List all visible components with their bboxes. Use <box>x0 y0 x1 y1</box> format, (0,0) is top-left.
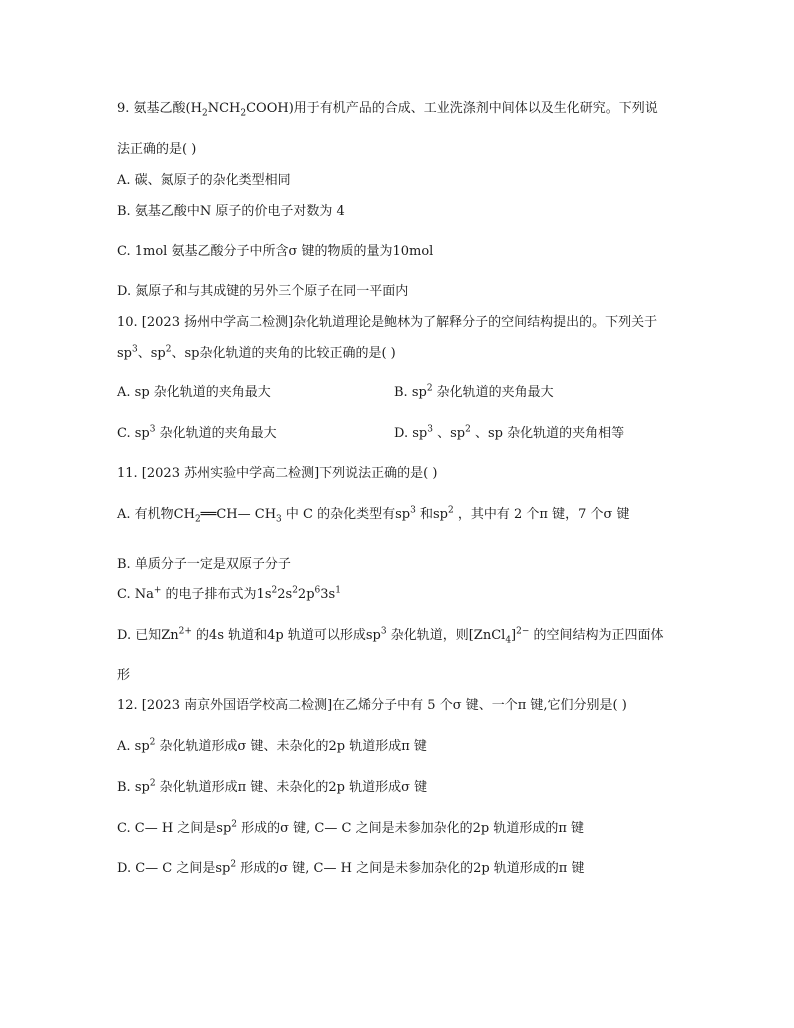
q11-option-c: C. Na+ 的电子排布式为$1s^22s^22p^63s^1$ <box>117 585 341 602</box>
q12-option-d: D. C— C 之间是$sp^2$ 形成的σ 键, C— H 之间是未参加杂化的2p 轨道形成的π 键 <box>117 859 585 876</box>
q11-option-a: A. 有机物$CH_2══CH—$ $CH_3$ 中 C 的杂化类型有$sp^3$ 和$sp^2$ ，其中有 2 个π 键，7 个σ 键 <box>117 505 630 525</box>
q9-stem-line2: 法正确的是( ) <box>117 142 197 157</box>
q10-option-c: C. $sp^3$ 杂化轨道的夹角最大 <box>117 424 277 441</box>
q9-option-a: A. 碳、氮原子的杂化类型相同 <box>117 173 291 188</box>
q12-option-b: B. $sp^2$ 杂化轨道形成π 键、未杂化的2p 轨道形成σ 键 <box>117 778 428 795</box>
q10-stem-line2: $sp^3$、$sp^2$、sp杂化轨道的夹角的比较正确的是( ) <box>117 344 396 361</box>
q10-option-a: A. sp 杂化轨道的夹角最大 <box>117 385 271 400</box>
q11-option-b: B. 单质分子一定是双原子分子 <box>117 557 291 572</box>
q10-option-b: B. $sp^2$ 杂化轨道的夹角最大 <box>394 383 554 400</box>
q9-stem-line1: 9. 氨基乙酸$(H_2NCH_2COOH)$用于有机产品的合成、工业洗涤剂中间体以及生化研究。下列说 <box>117 101 658 119</box>
q11-option-d: D. 已知$Zn^{2+}$ 的4s 轨道和4p 轨道可以形成$sp^3$ 杂化轨道，则[ZnCl$_4$]$^{2-}$ 的空间结构为正四面体 <box>117 626 664 646</box>
q12-stem: 12. [2023 南京外国语学校高二检测]在乙烯分子中有 5 个σ 键、一个π 键,它们分别是( ) <box>117 698 627 713</box>
q12-option-a: A. $sp^2$ 杂化轨道形成σ 键、未杂化的2p 轨道形成π 键 <box>117 737 427 754</box>
q9-option-d: D. 氮原子和与其成键的另外三个原子在同一平面内 <box>117 284 409 299</box>
q10-stem-line1: 10. [2023 扬州中学高二检测]杂化轨道理论是鲍林为了解释分子的空间结构提出的。下列关于 <box>117 315 658 330</box>
q9-option-c: C. 1mol 氨基乙酸分子中所含σ 键的物质的量为10mol <box>117 244 434 259</box>
q10-option-d: D. $sp^3$ 、$sp^2$ 、sp 杂化轨道的夹角相等 <box>394 424 625 441</box>
q9-option-b: B. 氨基乙酸中N 原子的价电子对数为 4 <box>117 204 345 219</box>
q11-option-d-wrap: 形 <box>117 668 131 683</box>
q12-option-c: C. C— H 之间是$sp^2$ 形成的σ 键, C— C 之间是未参加杂化的2p 轨道形成的π 键 <box>117 819 584 836</box>
q11-stem: 11. [2023 苏州实验中学高二检测]下列说法正确的是( ) <box>117 466 438 481</box>
